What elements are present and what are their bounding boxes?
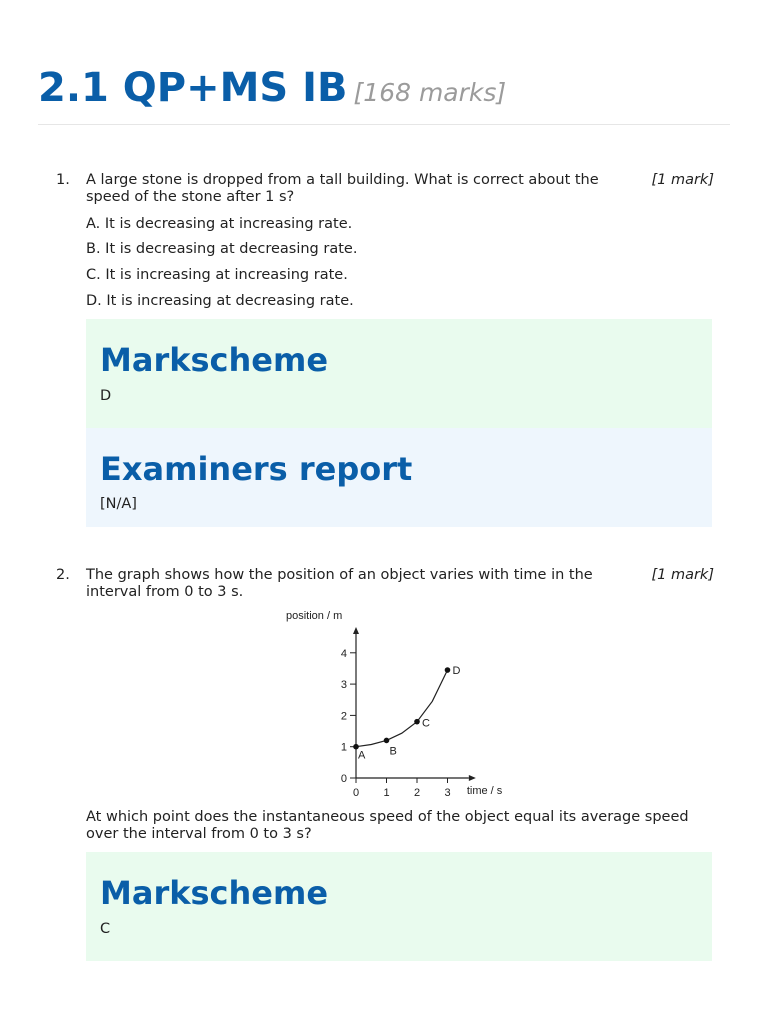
position-time-graph — [276, 604, 516, 804]
question-marks: [1 mark] — [651, 567, 714, 583]
position-time-chart — [276, 604, 516, 804]
y-tick-label: 2 — [340, 710, 347, 723]
y-tick-label: 4 — [340, 647, 347, 660]
position-curve — [356, 670, 448, 747]
markscheme-answer: C — [100, 921, 111, 937]
option-c: C. It is increasing at increasing rate. — [86, 267, 348, 283]
examiners-report-box — [86, 428, 712, 527]
question-2-followup — [56, 809, 716, 849]
x-tick-label: 1 — [383, 787, 390, 799]
data-point-d — [445, 667, 451, 673]
option-d: D. It is increasing at decreasing rate. — [86, 293, 354, 309]
data-point-c — [414, 719, 420, 725]
y-axis-label: position / m — [286, 610, 343, 622]
data-point-b — [384, 738, 390, 744]
y-axis-arrow — [353, 627, 359, 634]
point-label-d: D — [452, 665, 461, 678]
question-2 — [56, 567, 716, 607]
page-title-text: 2.1 QP+MS IB — [38, 65, 348, 111]
question-marks: [1 mark] — [651, 172, 714, 188]
point-label-b: B — [389, 745, 397, 758]
x-tick-label: 2 — [413, 787, 421, 799]
examiners-report-text: [N/A] — [100, 496, 137, 512]
page-header — [38, 62, 730, 125]
y-tick-label: 1 — [340, 741, 347, 754]
markscheme-box — [86, 319, 712, 428]
y-tick-label: 0 — [340, 773, 347, 785]
x-axis-label: time / s — [466, 785, 503, 797]
markscheme-heading: Markscheme — [100, 341, 329, 379]
x-tick-label: 3 — [444, 787, 451, 799]
page-title — [38, 62, 730, 119]
question-followup-text: At which point does the instantaneous speed of the object equal its average speed over the interval from 0 to 3 s? — [86, 809, 689, 842]
markscheme-box — [86, 852, 712, 961]
markscheme-answer: D — [100, 388, 112, 404]
question-text: The graph shows how the position of an object varies with time in the interval from 0 to 3 s. — [86, 567, 593, 600]
total-marks: [168 marks] — [353, 78, 507, 107]
x-axis-arrow — [469, 775, 476, 781]
point-label-c: C — [422, 717, 430, 730]
point-label-a: A — [358, 749, 366, 762]
y-tick-label: 3 — [340, 679, 347, 692]
option-a: A. It is decreasing at increasing rate. — [86, 216, 353, 232]
examiners-report-heading: Examiners report — [100, 450, 413, 488]
markscheme-heading: Markscheme — [100, 874, 329, 912]
data-point-a — [353, 744, 359, 750]
option-b: B. It is decreasing at decreasing rate. — [86, 241, 358, 257]
question-number: 2. — [56, 567, 70, 583]
question-text: A large stone is dropped from a tall building. What is correct about the speed of the stone after 1 s? — [86, 172, 599, 205]
x-tick-label: 0 — [352, 787, 360, 799]
question-number: 1. — [56, 172, 70, 188]
question-1 — [56, 172, 716, 312]
